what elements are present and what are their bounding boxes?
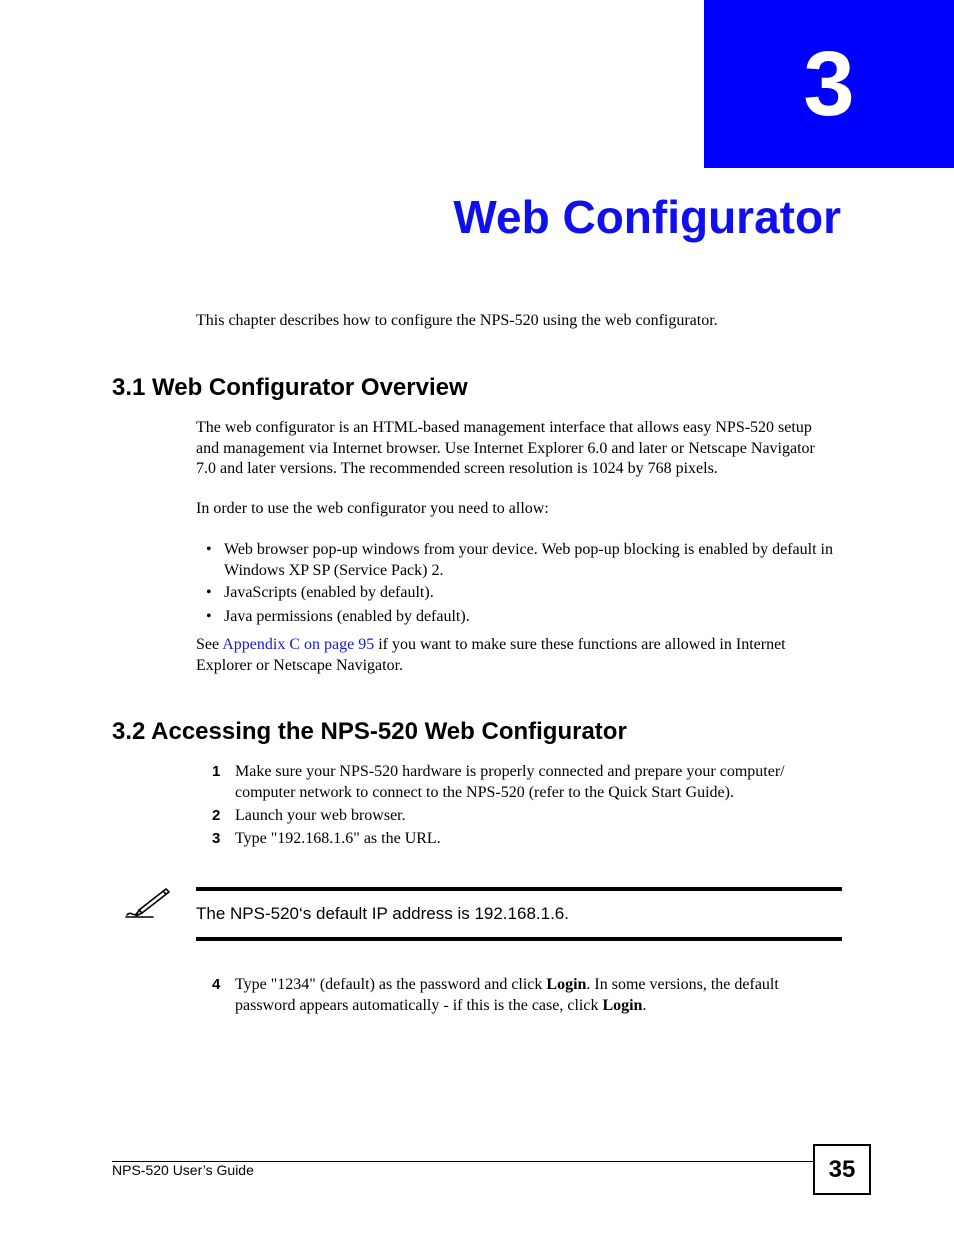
- step-text: Make sure your NPS-520 hardware is properly connected and prepare your computer/ computer network to connect to the NPS-520 (refer to the Quick Start Guide).: [235, 763, 785, 801]
- step-text: Launch your web browser.: [235, 807, 406, 824]
- list-item: [206, 583, 836, 604]
- section-heading-3-2: 3.2 Accessing the NPS-520 Web Configurator: [112, 718, 627, 745]
- step-item: [212, 975, 836, 1016]
- bullet-marker: •: [206, 541, 212, 558]
- requirements-intro: In order to use the web configurator you need to allow:: [196, 500, 549, 517]
- see-prefix: See: [196, 636, 223, 653]
- see-appendix-paragraph: [196, 635, 836, 676]
- step-number: 1: [212, 763, 221, 780]
- bullet-text: Web browser pop-up windows from your device. Web pop-up blocking is enabled by default in Windows XP SP (Service Pack) 2.: [224, 541, 833, 579]
- intro-paragraph: This chapter describes how to configure the NPS-520 using the web configurator.: [196, 312, 718, 329]
- step4-text-part3: .: [642, 996, 647, 1014]
- step-number: 2: [212, 807, 221, 824]
- step-item: [212, 762, 836, 803]
- step-text: [235, 975, 836, 1016]
- step4-text-part1: Type "1234" (default) as the password and click: [235, 976, 547, 993]
- step-number: 3: [212, 830, 221, 847]
- login-term: Login: [602, 996, 643, 1014]
- page-number: 35: [828, 1155, 856, 1183]
- list-item: [206, 607, 836, 628]
- login-term: Login: [546, 976, 587, 993]
- bullet-text: Java permissions (enabled by default).: [224, 608, 470, 625]
- step-number: 4: [212, 976, 221, 993]
- chapter-number: 3: [803, 33, 855, 135]
- bullet-marker: •: [206, 584, 212, 601]
- section-heading-3-1: 3.1 Web Configurator Overview: [112, 374, 468, 401]
- note-text: The NPS-520‘s default IP address is 192.168.1.6.: [196, 904, 569, 923]
- see-suffix: if you want to make sure these functions are allowed in Internet Explorer or Netscape Navigator.: [196, 636, 786, 674]
- chapter-number-block: [704, 0, 954, 168]
- overview-paragraph: The web configurator is an HTML-based management interface that allows easy NPS-520 setup and management via Internet browser. Use Internet Explorer 6.0 and later or Netscape Navigator 7.0 and later versions. The recommended screen resolution is 1024 by 768 pixels.: [196, 419, 815, 477]
- step-item: [212, 806, 836, 827]
- bullet-text: JavaScripts (enabled by default).: [224, 584, 434, 601]
- step4-text-part2: . In some versions, the default password appears automatically - if this is the case, click: [235, 976, 779, 1014]
- appendix-c-link[interactable]: Appendix C on page 95: [222, 636, 375, 653]
- note-pencil-icon: [123, 884, 171, 920]
- list-item: [206, 540, 836, 581]
- step-item: [212, 829, 836, 850]
- footer-guide-name: NPS-520 User’s Guide: [112, 1162, 254, 1178]
- step-text: Type "192.168.1.6" as the URL.: [235, 830, 441, 847]
- chapter-title: Web Configurator: [453, 191, 841, 243]
- note-box: [196, 887, 842, 941]
- page-number-box: [813, 1144, 871, 1195]
- bullet-marker: •: [206, 608, 212, 625]
